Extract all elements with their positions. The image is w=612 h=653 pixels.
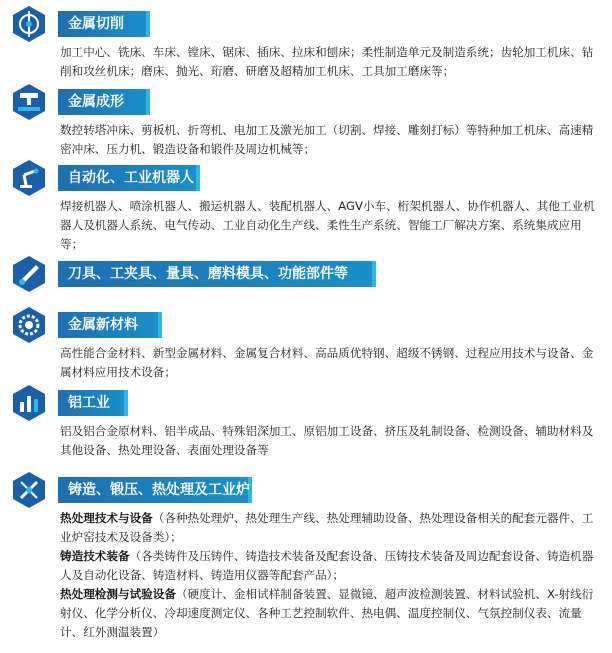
description-lead: 热处理技术与设备 — [60, 511, 153, 525]
section-title: 刀具、工夹具、量具、磨料模具、功能部件等 — [58, 261, 376, 287]
section-title: 金属成形 — [58, 89, 150, 115]
description-text: 加工中心、铣床、车床、镗床、锯床、插床、拉床和刨床；柔性制造单元及制造系统；齿轮加工机床、钻削和攻丝机床；磨床、抛光、珩磨、研磨及超精加工机床、工具加工磨床等； — [60, 45, 594, 78]
description-text: （各类铸件及压铸件、铸造技术装备及配套设备、压铸技术装备及周边配套设备、铸造机器人及自动化设备、铸造材料、铸造用仪器等配套产品）； — [60, 549, 594, 582]
section-description — [60, 509, 595, 642]
section-description — [60, 422, 595, 460]
section-description — [60, 43, 595, 81]
cutting-tool-icon — [10, 5, 48, 43]
section-description — [60, 197, 595, 254]
description-text: 焊接机器人、喷涂机器人、搬运机器人、装配机器人、AGV小车、桁架机器人、协作机器人、其他工业机器人及机器人系统、电气传动、工业自动化生产线、柔性生产系统、智能工厂解决方案、系统集成应用等； — [60, 199, 595, 251]
description-lead: 铸造技术装备 — [60, 549, 130, 563]
tooling-icon — [10, 255, 48, 293]
section-title: 自动化、工业机器人 — [58, 165, 200, 191]
section-title: 金属新材料 — [58, 312, 162, 338]
description-paragraph — [60, 509, 595, 547]
section-description — [60, 121, 595, 159]
description-text: （硬度计、金相试样制备装置、显微镜、超声波检测装置、材料试验机、X-射线衍射仪、化学分析仪、冷却速度测定仪、各种工艺控制软件、热电偶、温度控制仪、气氛控制仪表、流量计、红外测温装置） — [60, 587, 594, 639]
aluminum-industry-icon — [10, 384, 48, 422]
description-text: 数控转塔冲床、剪板机、折弯机、电加工及激光加工（切割、焊接、雕刻打标）等特种加工机床、高速精密冲床、压力机、锻造设备和锻件及周边机械等； — [60, 123, 594, 156]
section-description — [60, 344, 595, 382]
foundry-icon — [10, 471, 48, 509]
description-lead: 热处理检测与试验设备 — [60, 587, 176, 601]
description-text: 高性能合金材料、新型金属材料、金属复合材料、高品质优特钢、超级不锈钢、过程应用技术与设备、金属材料应用技术设备； — [60, 346, 594, 379]
description-paragraph — [60, 585, 595, 642]
description-text: 铝及铝合金原材料、铝半成品、特殊铝深加工、原铝加工设备、挤压及轧制设备、检测设备、辅助材料及其他设备、热处理设备、表面处理设备等 — [60, 424, 594, 457]
robot-arm-icon — [10, 159, 48, 197]
section-title: 金属切削 — [58, 11, 150, 37]
press-forming-icon — [10, 83, 48, 121]
description-text: （各种热处理炉、热处理生产线、热处理辅助设备、热处理设备相关的配套元器件、工业炉窑技术及设备类）； — [60, 511, 594, 544]
section-title: 铝工业 — [58, 390, 128, 416]
section-title: 铸造、锻压、热处理及工业炉 — [58, 477, 252, 503]
description-paragraph — [60, 547, 595, 585]
material-gear-icon — [10, 306, 48, 344]
